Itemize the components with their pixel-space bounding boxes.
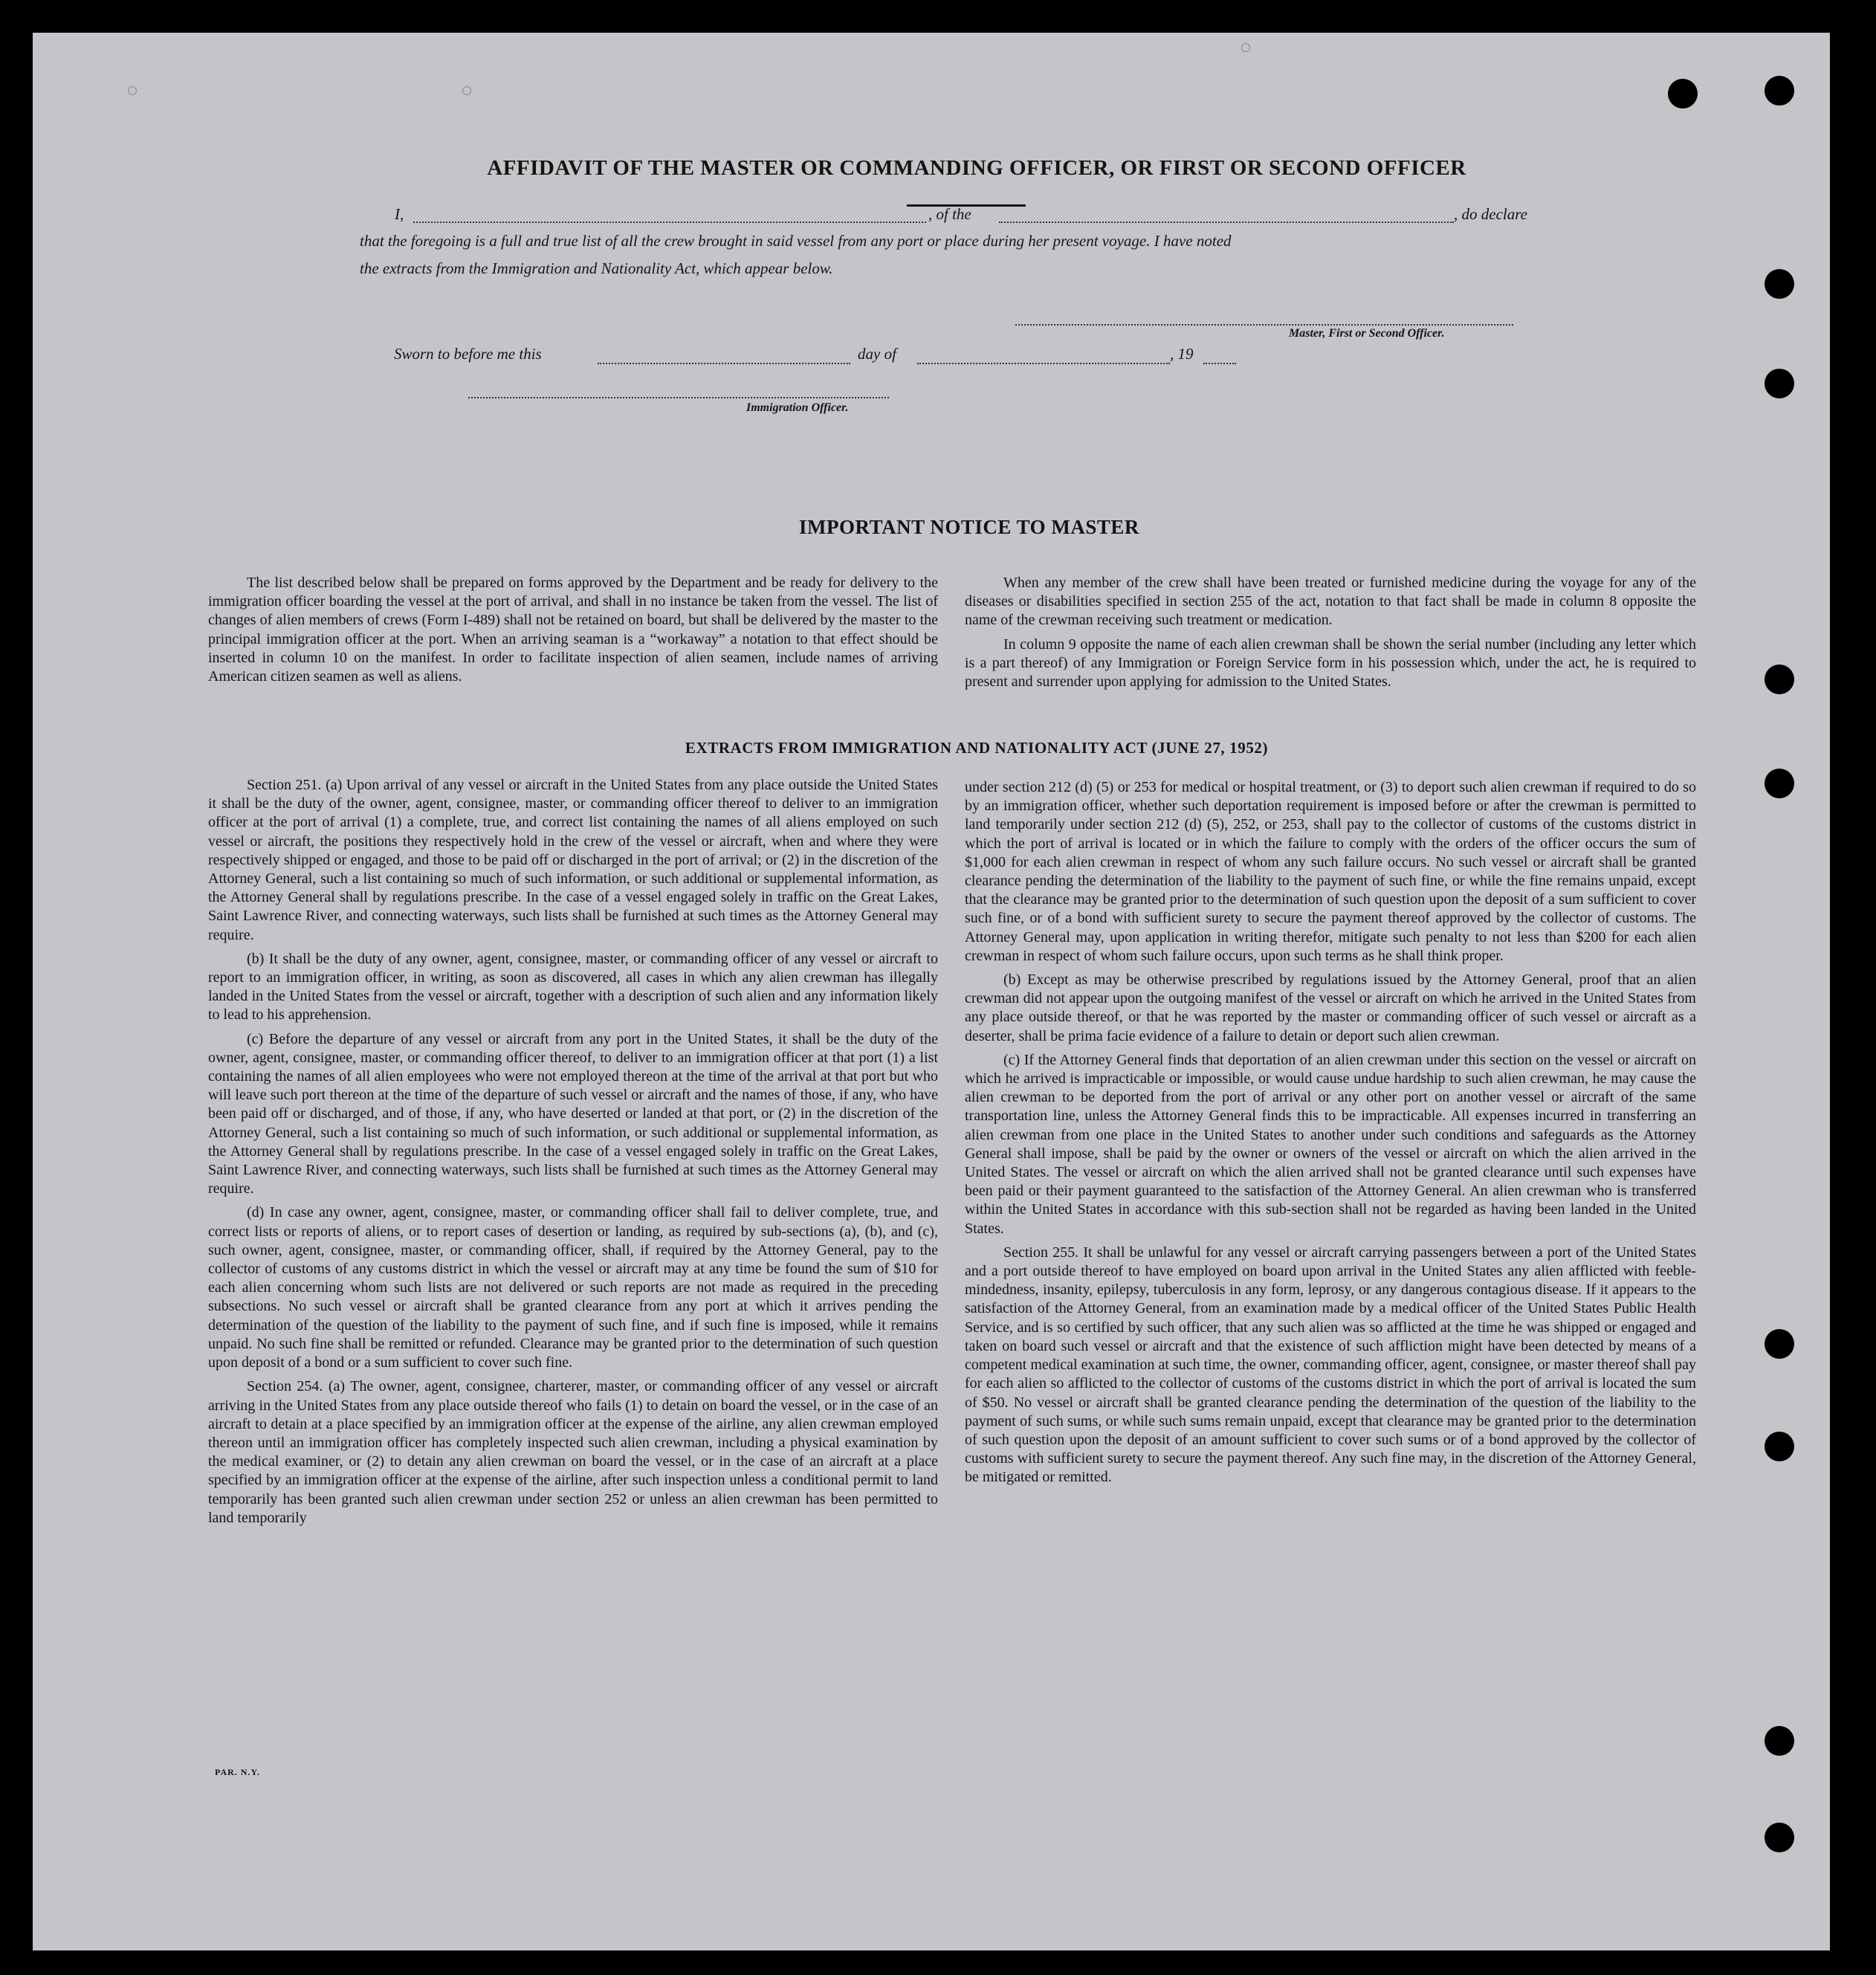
master-signature-field[interactable] [1015,324,1513,326]
punch-hole-icon [1765,269,1794,299]
affidavit-title: AFFIDAVIT OF THE MASTER OR COMMANDING OFFICER, OR FIRST OR SECOND OFFICER [487,156,1466,180]
pin-mark-icon [128,86,137,95]
punch-hole-icon [1765,1432,1794,1461]
sworn-month-field[interactable] [917,363,1170,364]
sworn-label: Sworn to before me this [394,345,542,363]
section-255: Section 255. It shall be unlawful for any vessel or aircraft carrying passengers between a port of the United States and a port outside thereof to have employed on board upon arrival in the United States any alien afflicted with feeble-mindedness, insanity, epilepsy, tuberculosis in any form, leprosy, or any dangerous contagious disease. If it appears to the satisfaction of the Attorney General, from an examination made by a medical officer of the United States Public Health Service, and is so certified by such officer, that any such alien was so afflicted at the time he was shipped or engaged and taken on board such vessel or aircraft and that the existence of such affliction might have been detected by means of a competent medical examination at such time, the owner, commanding officer, agent, consignee, or master thereof shall pay for each alien so afflicted to the collector of customs of the customs district in which the port of arrival is located the sum of $50. No vessel or aircraft shall be granted clearance pending the determination of the question of the liability to the payment of such sums, or while such sums remain unpaid, except that clearance may be granted prior to the determination of such question upon the deposit of an amount sufficient to cover such sums or of a bond approved by the collector of customs with sufficient surety to secure the payment thereof. Any such fine may, in the discretion of the Attorney General, be mitigated or remitted. [965,1244,1696,1486]
section-254-c: (c) If the Attorney General finds that deportation of an alien crewman under this section on the vessel or aircraft on which he arrived is impracticable or impossible, or would cause undue hardship to such alien crewman, he may cause the alien crewman to be deported from the port of arrival or any other port on another vessel or aircraft of the same transportation line, unless the Attorney General finds this to be impracticable. All expenses incurred in transferring an alien crewman from one place in the United States to another under such conditions and safeguards as the Attorney General shall impose, shall be paid by the owner or owners of the vessel or aircraft on which the alien arrived in the United States. The vessel or aircraft on which the alien arrived shall not be granted clearance until such expenses have been paid or their payment guaranteed to the satisfaction of the Attorney General. An alien crewman who is transferred within the United States in accordance with this sub-section shall not be regarded as having been landed in the United States. [965,1051,1696,1237]
declarant-name-field[interactable] [413,222,926,223]
punch-hole-icon [1668,79,1698,109]
master-signature-label: Master, First or Second Officer. [1289,327,1445,340]
notice-title: IMPORTANT NOTICE TO MASTER [799,516,1139,538]
punch-hole-icon [1765,665,1794,694]
notice-left-column [208,574,938,686]
section-251-d: (d) In case any owner, agent, consignee, master, or commanding officer shall fail to deliver complete, true, and correct lists or reports of aliens, or to report cases of desertion or landing, as required by sub-sections (a), (b), and (c), such owner, agent, consignee, master, or commanding officer, shall, if required by the Attorney General, pay to the collector of customs of any customs district in which the vessel or aircraft may at any time be found the sum of $10 for each alien concerning whom such lists are not delivered or such reports are not made as required in the preceding subsections. No such vessel or aircraft shall be granted clearance from any port at which it arrives pending the determination of the question of the liability to the payment of such fine, and if such fine is imposed, while it remains unpaid. No such fine shall be remitted or refunded. Clearance may be granted prior to the determination of such question upon deposit of a bond or a sum sufficient to cover such fine. [208,1204,938,1371]
officer-signature-field[interactable] [468,397,889,398]
notice-paragraph: When any member of the crew shall have been treated or furnished medicine during the voyage for any of the diseases or disabilities specified in section 255 of the act, notation to that fact shall be made in column 8 opposite the name of the crewman receiving such treatment or medication. [965,575,1696,629]
sworn-day-field[interactable] [598,363,850,364]
section-251-c: (c) Before the departure of any vessel or aircraft from any port in the United States, it shall be the duty of the owner, agent, consignee, master, or commanding officer thereof, to deliver to an immigration officer at that port (1) a list containing the names of all alien employees who were not employed thereon at the time of the arrival at that port but who will leave such port thereon at the time of the departure of such vessel or aircraft and the names of those, if any, who have been paid off or discharged, and of those, if any, who have deserted or landed at that port, or (2) in the discretion of the Attorney General, such a list containing so much of such information, or such additional or supplemental information, as the Attorney General shall by regulations prescribe. In the case of a vessel engaged solely in traffic on the Great Lakes, Saint Lawrence River, and connecting waterways, such lists shall be furnished at such times as the Attorney General may require. [208,1030,938,1197]
notice-paragraph: In column 9 opposite the name of each alien crewman shall be shown the serial number (including any letter which is a part thereof) of any Immigration or Foreign Service form in his possession which, under the act, he is required to present and surrender upon applying for admission to the United States. [965,636,1696,691]
section-254-a: Section 254. (a) The owner, agent, consignee, charterer, master, or commanding officer of any vessel or aircraft arriving in the United States from any place outside thereof who fails (1) to detain on board the vessel, or in the case of an aircraft to detain at a place specified by an immigration officer at the expense of the airline, any alien crewman employed thereon until an immigration officer has completely inspected such alien crewman, including a physical examination by the medical examiner, or (2) to detain any alien crewman on board the vessel, or in the case of an aircraft at a place specified by an immigration officer at the expense of the airline, after such inspection unless a conditional permit to land temporarily has been granted such alien crewman under section 252 or unless an alien crewman has been permitted to land temporarily [208,1378,938,1526]
officer-signature-label: Immigration Officer. [746,401,849,414]
sworn-year-field[interactable] [1203,363,1236,364]
punch-hole-icon [1765,369,1794,398]
notice-paragraph: The list described below shall be prepared on forms approved by the Department and be ready for delivery to the immigration officer boarding the vessel at the port of arrival, and shall in no instance be taken from the vessel. The list of changes of alien members of crews (Form I-489) shall not be retained on board, but shall be delivered by the master to the principal immigration officer at the port. When an arriving seaman is a “workaway” a notation to that effect should be inserted in column 10 on the manifest. In order to facilitate inspection of alien seamen, include names of arriving American citizen seamen as well as aliens. [208,575,938,685]
notice-right-column [965,574,1696,691]
day-of-label: day of [858,345,896,363]
declaration-line-1: that the foregoing is a full and true list of all the crew brought in said vessel from any port or place during her present voyage. I have noted [360,232,1232,250]
pin-mark-icon [462,86,471,95]
pin-mark-icon [1241,43,1250,52]
punch-hole-icon [1765,1726,1794,1756]
punch-hole-icon [1765,1329,1794,1359]
form-page [33,33,1830,1950]
of-the-label: , of the [928,205,971,223]
punch-hole-icon [1765,76,1794,106]
printer-code: PAR. N.Y. [215,1767,261,1777]
vessel-name-field[interactable] [999,222,1454,223]
punch-hole-icon [1765,1823,1794,1852]
do-declare-label: , do declare [1454,205,1527,223]
section-251-a: Section 251. (a) Upon arrival of any vessel or aircraft in the United States from any place outside the United States it shall be the duty of the owner, agent, consignee, master, or commanding officer thereof to deliver to an immigration officer at the port of arrival (1) a complete, true, and correct list containing the names of all aliens employed on such vessel or aircraft, the positions they respectively hold in the crew of the vessel or aircraft, when and where they were respectively shipped or engaged, and those to be paid off or discharged in the port of arrival; or (2) in the discretion of the Attorney General, such a list containing so much of such information, or such additional or supplemental information, as the Attorney General shall by regulations prescribe. In the case of a vessel engaged solely in traffic on the Great Lakes, Saint Lawrence River, and connecting waterways, such lists shall be furnished at such times as the Attorney General may require. [208,777,938,943]
declaration-line-2: the extracts from the Immigration and Nationality Act, which appear below. [360,259,833,277]
extracts-title: EXTRACTS FROM IMMIGRATION AND NATIONALITY ACT (JUNE 27, 1952) [685,739,1269,757]
extracts-left-column [208,776,938,1528]
section-254-b: (b) Except as may be otherwise prescribed by regulations issued by the Attorney General, proof that an alien crewman did not appear upon the outgoing manifest of the vessel or aircraft on which he arrived in the United States from any place outside thereof, or that he was reported by the master or commanding officer of such vessel or aircraft as a deserter, shall be prima facie evidence of a failure to detain or deport such alien crewman. [965,972,1696,1044]
extracts-right-column [965,778,1696,1487]
declarant-label: I, [395,205,404,223]
section-254-a-continued: under section 212 (d) (5) or 253 for medical or hospital treatment, or (3) to deport such alien crewman if required to do so by an immigration officer, whether such deportation requirement is imposed before or after the crewman is permitted to land temporarily under section 212 (d) (5), 252, or 253, shall pay to the collector of customs of the customs district in which the port of arrival is located or in which the failure to comply with the orders of the officer occurs the sum of $1,000 for each alien crewman in respect of whom any such failure occurs. No such vessel or aircraft shall be granted clearance pending the determination of the liability to the payment of such fine, or while the fine remains unpaid, except that the clearance may be granted prior to the determination of such question upon the deposit of a sum sufficient to cover such fine, or of a bond with sufficient surety to secure the payment thereof approved by the collector of customs. The Attorney General may, upon application in writing therefor, mitigate such penalty to not less than $200 for each alien crewman in respect of whom such failure occurs, upon such terms as he shall think proper. [965,779,1696,964]
year-label: , 19 [1170,345,1194,363]
section-251-b: (b) It shall be the duty of any owner, agent, consignee, master, or commanding officer of any vessel or aircraft to report to an immigration officer, in writing, as soon as discovered, all cases in which any alien crewman has illegally landed in the United States from the vessel or aircraft, together with a description of such alien and any information likely to lead to his apprehension. [208,950,938,1024]
punch-hole-icon [1765,769,1794,798]
